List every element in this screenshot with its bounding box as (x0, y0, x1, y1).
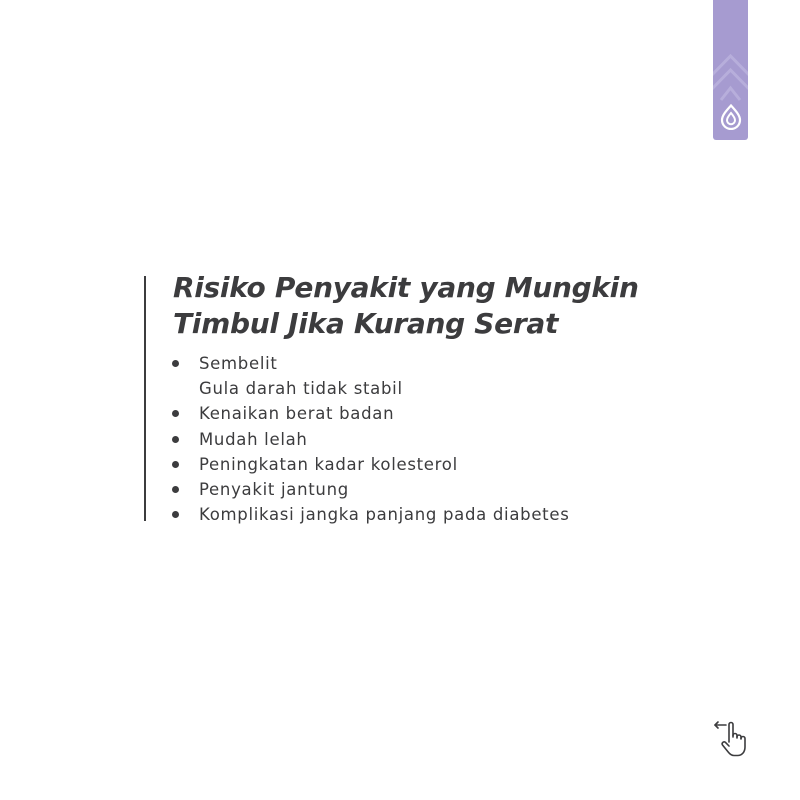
title-line-1: Risiko Penyakit yang Mungkin (173, 271, 639, 304)
list-item-text: Kenaikan berat badan (199, 404, 395, 424)
accent-divider-line (144, 276, 146, 521)
list-item-text: Sembelit (199, 354, 278, 373)
list-item (168, 477, 570, 502)
list-item-text: Peningkatan kadar kolesterol (199, 454, 458, 474)
list-item (168, 351, 570, 376)
list-item (168, 502, 570, 527)
list-item (168, 427, 570, 452)
bullet-icon (172, 436, 179, 443)
list-item (168, 452, 570, 477)
list-item-text: Mudah lelah (199, 429, 308, 449)
swipe-hand-icon[interactable] (712, 718, 752, 758)
list-item-text: Gula darah tidak stabil (199, 379, 403, 399)
list-item (168, 401, 570, 426)
bullet-icon (172, 486, 179, 493)
bullet-icon (172, 360, 179, 367)
list-item-text: Penyakit jantung (199, 479, 349, 499)
bookmark-tab (713, 0, 748, 140)
bullet-icon (172, 410, 179, 417)
list-item (168, 376, 570, 401)
title-line-2: Timbul Jika Kurang Serat (173, 307, 559, 340)
bullet-icon (172, 461, 179, 468)
water-drop-logo-icon (719, 104, 743, 130)
risk-list (168, 351, 570, 527)
page-title (173, 270, 639, 342)
list-item-text: Komplikasi jangka panjang pada diabetes (199, 505, 570, 525)
bullet-icon (172, 511, 179, 518)
